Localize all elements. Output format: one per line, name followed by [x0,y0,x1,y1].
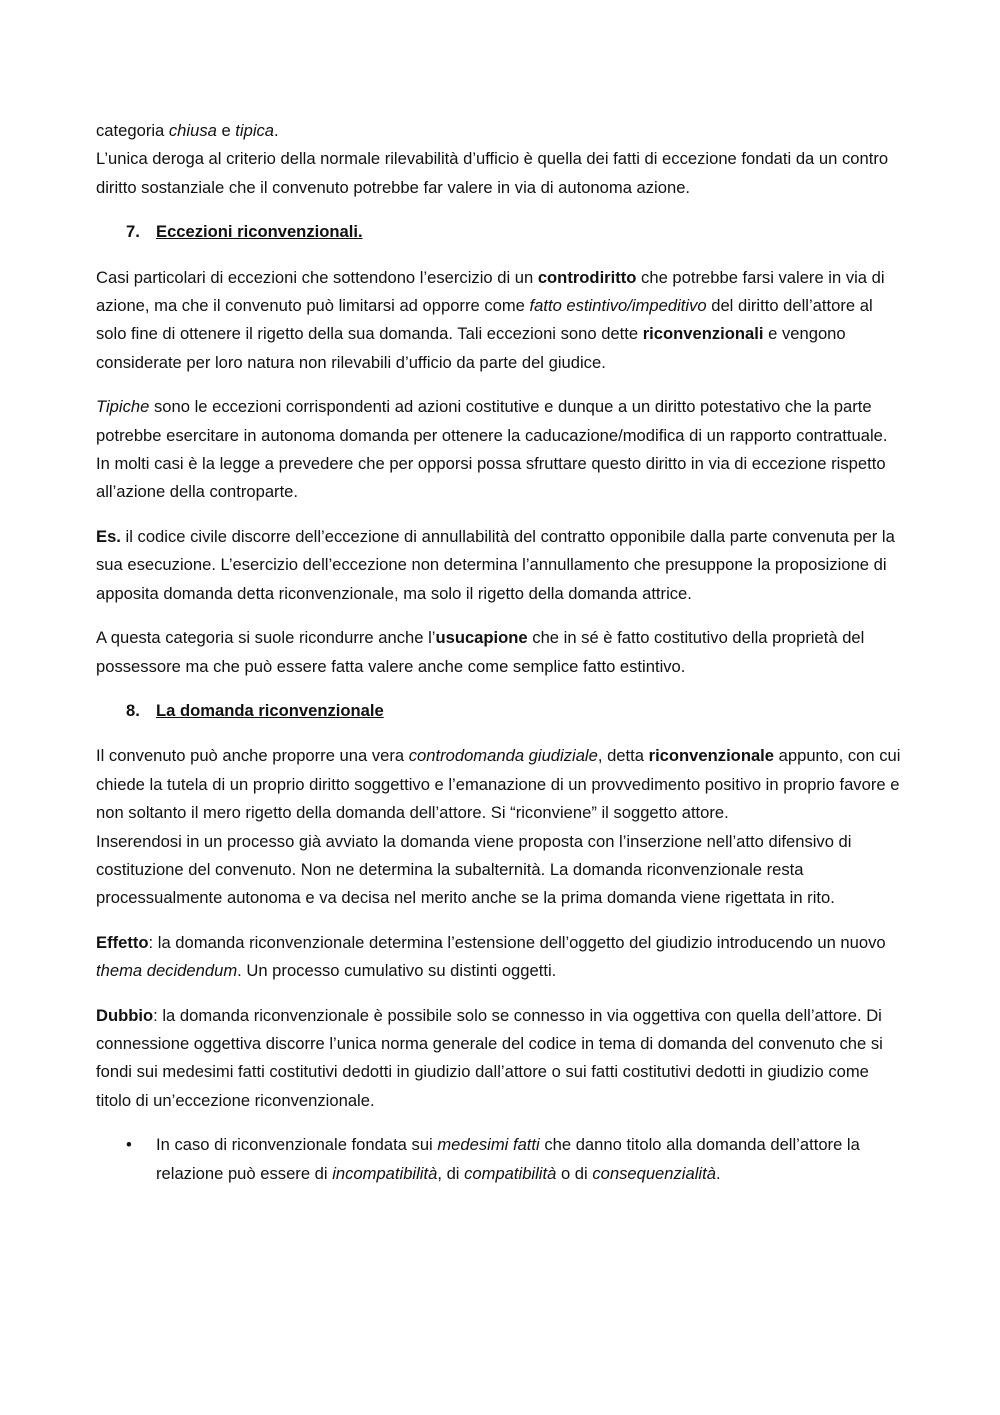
paragraph-intro: categoria chiusa e tipica. L’unica deroga al criterio della normale rilevabilità d’ufficio è quella dei fatti di eccezione fondati da un contro diritto sostanziale che il convenuto potrebbe far valere in via di autonoma azione. [96,121,889,197]
paragraph-eccezioni: Casi particolari di eccezioni che sottendono l’esercizio di un controdiritto che potrebbe farsi valere in via di azione, ma che il convenuto può limitarsi ad opporre come fatto estintivo/impeditivo del diritto dell’attore al solo fine di ottenere il rigetto della sua domanda. Tali eccezioni sono dette riconvenzionali e vengono considerate per loro natura non rilevabili d’ufficio da parte del giudice. [96,267,885,372]
paragraph-tipiche: Tipiche sono le eccezioni corrispondenti ad azioni costitutive e dunque a un diritto potestativo che la parte potrebbe esercitare in autonoma domanda per ottenere la caducazione/modifica di un rapporto contrattuale. In molti casi è la legge a prevedere che per opporsi possa sfruttare questo diritto in via di eccezione rispetto all’azione della controparte. [96,397,888,502]
section-title: Eccezioni riconvenzionali. [156,222,363,242]
section-number: 8. [126,700,140,720]
bullet-marker: • [126,1135,132,1155]
section-title: La domanda riconvenzionale [156,700,384,720]
section-number: 7. [126,222,140,242]
paragraph-effetto: Effetto: la domanda riconvenzionale determina l’estensione dell’oggetto del giudizio introducendo un nuovo thema decidendum. Un processo cumulativo su distinti oggetti. [96,932,886,981]
list-item: • In caso di riconvenzionale fondata sui medesimi fatti che danno titolo alla domanda dell’attore la relazione può essere di incompatibilità, di compatibilità o di consequenzialità. [96,1131,904,1188]
paragraph-domanda: Il convenuto può anche proporre una vera controdomanda giudiziale, detta riconvenzionale appunto, con cui chiede la tutela di un proprio diritto soggettivo e l’emanazione di un provvedimento positivo in proprio favore e non soltanto il mero rigetto della domanda dell’attore. Si “riconviene” il soggetto attore. Inserendosi in un processo già avviato la domanda viene proposta con l’inserzione nell’atto difensivo di costituzione del convenuto. Non ne determina la subalternità. La domanda riconvenzionale resta processualmente autonoma e va decisa nel merito anche se la prima domanda viene rigettata in rito. [96,746,901,908]
paragraph-dubbio: Dubbio: la domanda riconvenzionale è possibile solo se connesso in via oggettiva con quella dell’attore. Di connessione oggettiva discorre l’unica norma generale del codice in tema di domanda del convenuto che si fondi sui medesimi fatti costitutivi dedotti in giudizio dall’attore o sui fatti costitutivi dedotti in giudizio come titolo di un’eccezione riconvenzionale. [96,1005,883,1110]
section-heading-8 [96,697,904,725]
paragraph-usucapione: A questa categoria si suole ricondurre anche l’usucapione che in sé è fatto costitutivo della proprietà del possessore ma che può essere fatta valere anche come semplice fatto estintivo. [96,628,865,676]
paragraph-esempio: Es. il codice civile discorre dell’eccezione di annullabilità del contratto opponibile dalla parte convenuta per la sua esecuzione. L’esercizio dell’eccezione non determina l’annullamento che presuppone la proposizione di apposita domanda detta riconvenzionale, ma solo il rigetto della domanda attrice. [96,526,895,603]
section-heading-7 [96,218,904,246]
